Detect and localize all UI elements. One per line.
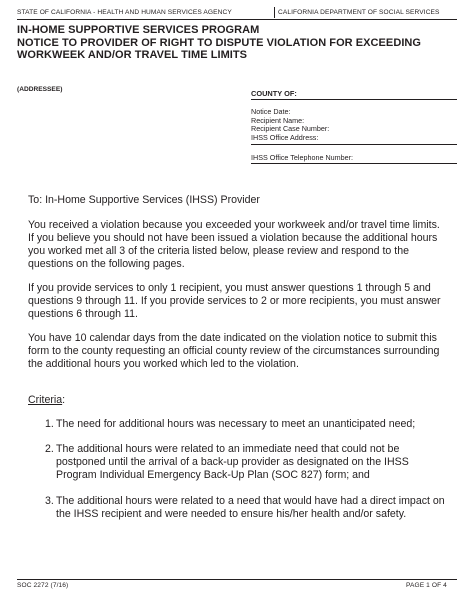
county-label: COUNTY OF:: [251, 89, 297, 98]
paragraph-3: You have 10 calendar days from the date indicated on the violation notice to submit this form to the county requesting an official county review of the circumstances surrounding the additional hours you worked which led to the violation.: [28, 332, 440, 370]
criterion-text: The additional hours were related to a need that would have had a direct impact on the IHSS recipient and were needed to ensure his/her health and/or safety.: [56, 495, 445, 520]
paragraph-1: You received a violation because you exceeded your workweek and/or travel time limits. If you believe you should not have been issued a violation because the additional hours you worked met all 3 of the criteria listed below, please review and respond to the questions on the following pages.: [28, 219, 440, 270]
title-line-2: NOTICE TO PROVIDER OF RIGHT TO DISPUTE VIOLATION FOR EXCEEDING: [17, 36, 422, 49]
criterion-3: [45, 495, 445, 521]
footer-rule: [17, 579, 457, 580]
form-title: [17, 24, 467, 62]
criterion-text: The additional hours were related to an immediate need that could not be postponed until the arrival of a back-up provider as designated on the IHSS Program Individual Emergency Back-Up Plan (SOC 827) form; and: [56, 443, 409, 481]
ihss-office-address-label: IHSS Office Address:: [251, 132, 319, 142]
agency-name: STATE OF CALIFORNIA - HEALTH AND HUMAN SERVICES AGENCY: [17, 9, 232, 16]
criteria-heading-colon: :: [62, 394, 66, 406]
addressee-label: (ADDRESSEE): [17, 86, 63, 93]
county-underline[interactable]: [251, 99, 457, 100]
criteria-heading-text: Criteria: [28, 394, 63, 406]
criterion-number: 2.: [45, 443, 54, 455]
criterion-1: [45, 418, 445, 431]
criteria-heading: [28, 394, 65, 407]
form-id: SOC 2272 (7/16): [17, 582, 69, 589]
address-underline[interactable]: [251, 144, 457, 145]
department-name: CALIFORNIA DEPARTMENT OF SOCIAL SERVICES: [278, 9, 440, 16]
recipient-case-number-label: Recipient Case Number:: [251, 124, 330, 134]
page-number: PAGE 1 OF 4: [406, 582, 447, 589]
criterion-2: [45, 443, 437, 482]
header-rule: [17, 19, 457, 20]
header-divider: [274, 7, 275, 18]
criterion-number: 1.: [45, 418, 54, 430]
to-line: To: In-Home Supportive Services (IHSS) Provider: [28, 194, 260, 206]
title-line-1: IN-HOME SUPPORTIVE SERVICES PROGRAM: [17, 24, 260, 36]
recipient-name-label: Recipient Name:: [251, 115, 305, 125]
paragraph-2: If you provide services to only 1 recipient, you must answer questions 1 through 5 and questions 9 through 11. If you provide services to 2 or more recipients, you must answer questions 6 through 11.: [28, 282, 441, 320]
notice-date-label: Notice Date:: [251, 107, 291, 116]
criterion-text: The need for additional hours was necessary to meet an unanticipated need;: [56, 418, 416, 430]
title-line-3: WORKWEEK AND/OR TRAVEL TIME LIMITS: [17, 49, 248, 62]
ihss-office-phone-label: IHSS Office Telephone Number:: [251, 153, 354, 162]
criterion-number: 3.: [45, 495, 54, 507]
phone-underline[interactable]: [251, 163, 457, 164]
notice-fields: [251, 108, 457, 142]
